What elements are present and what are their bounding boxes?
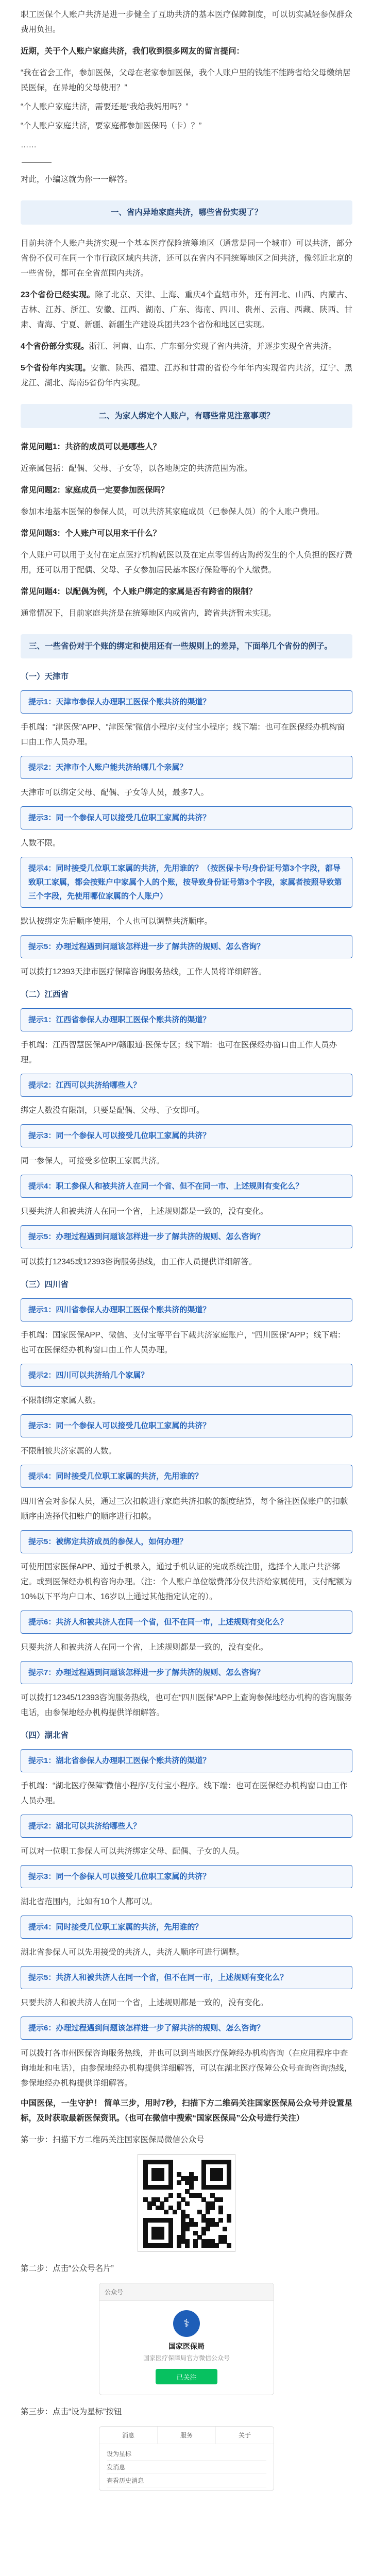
question-quote-1: “我在省会工作，参加医保，父母在老家参加医保，我个人账户里的钱能不能跨省给父母缴纳居民医保，在异地的父母使用？” bbox=[21, 69, 351, 92]
question-quote-2: “个人账户家庭共济，需要还是“我给我妈用吗？” bbox=[21, 103, 189, 111]
s2-q2-text: 家庭成员一定要参加医保吗？ bbox=[65, 486, 169, 495]
s2-q3-lead: 常见问题3： bbox=[21, 529, 65, 538]
s2-q2-lead: 常见问题2： bbox=[21, 486, 65, 495]
jx-tip-2: 提示2：江西可以共济给哪些人？ bbox=[21, 1074, 352, 1097]
hb-answer-1: 手机端：“湖北医疗保障”微信小程序/支付宝小程序。线下端：也可在医保经办机构窗口由工作人员办理。 bbox=[21, 1782, 348, 1805]
qr-module bbox=[193, 2243, 198, 2248]
jx-answer-4: 只要共济人和被共济人在同一个省，上述规则都是一致的，没有变化。 bbox=[21, 1207, 268, 1216]
qr-module bbox=[164, 2197, 168, 2202]
tj-tip-3: 提示3：同一个参保人可以接受几位职工家属的共济？ bbox=[21, 806, 352, 829]
qr-module bbox=[193, 2176, 198, 2181]
wechat-account-card[interactable] bbox=[99, 2283, 274, 2395]
qr-module bbox=[210, 2206, 215, 2210]
tj-answer-4: 默认按绑定先后顺序使用，个人也可以调整共济顺序。 bbox=[21, 917, 213, 926]
qr-module bbox=[185, 2243, 190, 2248]
sc-tip-7: 提示7：办理过程遇到问题该怎样进一步了解共济的规则、怎么咨询？ bbox=[21, 1661, 352, 1684]
s1-p4-text: 安徽、陕西、福建、江苏和甘肃的省份今年年内实现省内共济，辽宁、黑龙江、湖北、海南5省份年内实现。 bbox=[21, 364, 352, 387]
jx-tip-4: 提示4：职工参保人和被共济人在同一个省、但不在同一市、上述规则有变化么？ bbox=[21, 1175, 352, 1198]
hb-tip-5: 提示5：共济人和被共济人在同一个省，但不在同一市，上述规则有变化么？ bbox=[21, 1966, 352, 1989]
wechat-card-header: 公众号 bbox=[99, 2283, 274, 2301]
jiangxi-heading: （二）江西省 bbox=[21, 990, 69, 999]
jx-tip-1: 提示1：江西省参保人办理职工医保个账共济的渠道？ bbox=[21, 1008, 352, 1031]
step-3: 第三步：点击“设为星标”按钮 bbox=[21, 2408, 122, 2416]
wechat-star-card[interactable] bbox=[99, 2426, 274, 2491]
s1-p3-lead: 4个省份部分实现。 bbox=[21, 342, 89, 351]
follow-button[interactable]: 已关注 bbox=[156, 2369, 217, 2384]
s2-a2: 参加本地基本医保的参保人员，可以共济其家庭成员（已参保人员）的个人账户费用。 bbox=[21, 507, 325, 516]
tab-services[interactable]: 服务 bbox=[158, 2427, 216, 2444]
s2-q3 bbox=[21, 526, 352, 541]
s2-q1-text: 共济的成员可以是哪些人？ bbox=[65, 443, 161, 451]
hb-answer-3: 湖北省范围内，比如有10个人都可以。 bbox=[21, 1897, 158, 1906]
question-ellipsis: …… bbox=[21, 141, 37, 149]
account-name: 国家医保局 bbox=[168, 2342, 205, 2350]
recent-lead: 近期，关于个人账户家庭共济，我们收到很多网友的留言提问： bbox=[21, 47, 245, 56]
qr-module bbox=[185, 2227, 190, 2231]
qr-module bbox=[173, 2210, 177, 2214]
qr-module bbox=[164, 2210, 168, 2214]
s1-paragraph-3 bbox=[21, 339, 352, 354]
qr-module bbox=[168, 2185, 173, 2190]
s1-p4-lead: 5个省份年内实现。 bbox=[21, 364, 91, 372]
qr-module bbox=[160, 2176, 164, 2181]
qr-module bbox=[193, 2222, 198, 2227]
tj-tip-4: 提示4：同时接受几位职工家属的共济，先用谁的？（按医保卡号/身份证号第3个字段，都导致职工家属，都会按账户中家属个人的个账，按导致身份证号第3个字段，家属者按照导致第三个字段，先使用哪位家属的个人账户） bbox=[21, 857, 352, 908]
sc-answer-5: 可使用国家医保APP、通过手机录入，通过手机认证的完成系统注册，选择个人账户共济绑定。或到医保经办机构咨询办理。（注：个人账户单位缴费部分仅共济给家属使用，支付配额为10%以下平均户口本、16岁以上通过其他指定认定的）。 bbox=[21, 1563, 352, 1601]
s2-a1: 近亲属包括：配偶、父母、子女等，以各地规定的共济范围为准。 bbox=[21, 464, 252, 473]
qr-module bbox=[223, 2227, 227, 2231]
tianjin-heading: （一）天津市 bbox=[21, 672, 69, 681]
jx-answer-2: 绑定人数没有限制，只要是配偶、父母、子女即可。 bbox=[21, 1106, 205, 1115]
s2-q4 bbox=[21, 584, 352, 599]
hb-answer-5: 只要共济人和被共济人在同一个省，上述规则都是一致的，没有变化。 bbox=[21, 1998, 268, 2007]
jx-tip-5: 提示5：办理过程遇到问题该怎样进一步了解共济的规则、怎么咨询？ bbox=[21, 1225, 352, 1248]
qr-module bbox=[160, 2235, 164, 2240]
question-quote-3: “个人账户家庭共济，要家庭都参加医保吗（卡）？” bbox=[21, 122, 202, 130]
hb-tip-2: 提示2：湖北可以共济给哪些人？ bbox=[21, 1815, 352, 1838]
sc-tip-1: 提示1：四川省参保人办理职工医保个账共济的渠道？ bbox=[21, 1298, 352, 1321]
s1-p2-lead: 23个省份已经实现。 bbox=[21, 291, 95, 299]
qr-module bbox=[206, 2227, 210, 2231]
qr-module bbox=[214, 2222, 219, 2227]
s2-q3-text: 个人账户可以用来干什么？ bbox=[65, 529, 161, 538]
send-message-item[interactable]: 发消息 bbox=[107, 2461, 266, 2474]
s2-q4-text: 以配偶为例，个人账户绑定的家属是否有跨省的限制？ bbox=[65, 587, 257, 596]
qr-module bbox=[185, 2201, 190, 2206]
jx-tip-3: 提示3：同一个参保人可以接受几位职工家属的共济？ bbox=[21, 1124, 352, 1147]
qr-module bbox=[168, 2193, 173, 2198]
hb-tip-6: 提示6：办理过程遇到问题该怎样进一步了解共济的规则、怎么咨询？ bbox=[21, 2016, 352, 2040]
history-item[interactable]: 查看历史消息 bbox=[107, 2474, 266, 2487]
sc-answer-7: 可以拨打12345/12393咨询服务热线，也可在“四川医保”APP上查询参保地经办机构的咨询服务电话，由参保地经办机构提供详细解答。 bbox=[21, 1693, 352, 1717]
s2-a4: 通常情况下，目前家庭共济是在统筹地区内或省内，跨省共济暂未实现。 bbox=[21, 609, 277, 618]
sc-answer-6: 只要共济人和被共济人在同一个省，上述规则都是一致的，没有变化。 bbox=[21, 1643, 268, 1652]
qr-module bbox=[177, 2243, 181, 2248]
sc-answer-4: 四川省会对参保人员，通过三次扣款进行家庭共济扣款的额度结算，每个备注医保账户的扣款顺序由选择代扣账户的顺序进行扣款。 bbox=[21, 1497, 348, 1521]
s1-p3-text: 浙江、河南、山东、广东部分实现了省内共济，并逐步实现全省共济。 bbox=[89, 342, 337, 351]
qr-module bbox=[189, 2185, 194, 2190]
jx-answer-5: 可以拨打12345或12393咨询服务热线，由工作人员提供详细解答。 bbox=[21, 1258, 257, 1266]
recent-close: 对此，小编这就为你一一解答。 bbox=[21, 175, 133, 184]
qr-module bbox=[218, 2176, 223, 2181]
qr-module bbox=[168, 2243, 173, 2248]
s1-p2-text: 除了北京、天津、上海、重庆4个直辖市外，还有河北、山西、内蒙古、吉林、江苏、浙江、安徽、江西、湖南、广东、海南、四川、贵州、云南、西藏、陕西、甘肃、青海、宁夏、新疆、新疆生产建设兵团共23个省份和地区已实现。 bbox=[21, 291, 352, 329]
section-3-title: 三、一些省份对于个账的绑定和使用还有一些规则上的差异，下面举几个省份的例子。 bbox=[21, 634, 352, 658]
hb-tip-4: 提示4：同时接受几位职工家属的共济，先用谁的？ bbox=[21, 1916, 352, 1939]
hb-tip-3: 提示3：同一个参保人可以接受几位职工家属的共济？ bbox=[21, 1865, 352, 1888]
tj-tip-5: 提示5：办理过程遇到问题该怎样进一步了解共济的规则、怎么咨询？ bbox=[21, 935, 352, 958]
qr-module bbox=[206, 2210, 210, 2214]
s2-a3: 个人账户可以用于支付在定点医疗机构就医以及在定点零售药店购药发生的个人负担的医疗费用，还可以用于配偶、父母、子女参加居民基本医疗保险等的个人缴费。 bbox=[21, 551, 352, 574]
s2-q1 bbox=[21, 439, 352, 454]
qr-module bbox=[218, 2197, 223, 2202]
tj-answer-5: 可以拨打12393天津市医疗保障咨询服务热线，工作人员将详细解答。 bbox=[21, 968, 267, 976]
tj-answer-1: 手机端：“津医保”APP、“津医保”微信小程序/支付宝小程序；线下端：也可在医保经办机构窗口由工作人员办理。 bbox=[21, 723, 345, 747]
sc-tip-6: 提示6：共济人和被共济人在同一个省，但不在同一市，上述规则有变化么？ bbox=[21, 1611, 352, 1634]
s2-q4-lead: 常见问题4： bbox=[21, 587, 65, 596]
tj-answer-2: 天津市可以绑定父母、配偶、子女等人员，最多7人。 bbox=[21, 788, 209, 797]
section-2-title: 二、为家人绑定个人账户，有哪些常见注意事项？ bbox=[21, 404, 352, 428]
qr-module bbox=[177, 2180, 181, 2185]
hb-answer-6: 可以拨打各市州医保咨询服务热线，并也可以到当地医疗保障经办机构咨询（在应用程序中查询地址和电话），由参保地经办机构提供详细解答，可以在湖北医疗保障公众号查询咨询热线，参保地经办机构提供详细解答。 bbox=[21, 2049, 352, 2088]
tab-about[interactable]: 关于 bbox=[238, 2432, 251, 2439]
s2-q2 bbox=[21, 483, 352, 498]
step-1: 第一步：扫描下方二维码关注国家医保局微信公众号 bbox=[21, 2136, 205, 2144]
account-logo-icon: ⚕ bbox=[173, 2310, 200, 2337]
qr-module bbox=[147, 2206, 152, 2210]
tj-answer-3: 人数不限。 bbox=[21, 839, 61, 848]
hubei-heading: （四）湖北省 bbox=[21, 1731, 69, 1740]
closing-paragraph: 中国医保，一生守护！ 简单三步，用时7秒，扫描下方二维码关注国家医保局公众号并设置星标，及时获取最新医保资讯。（也可在微信中搜索“国家医保局”公众号进行关注） bbox=[21, 2099, 352, 2123]
set-star-item[interactable]: 设为星标 bbox=[107, 2447, 266, 2461]
jx-answer-3: 同一参保人，可接受多位职工家属共济。 bbox=[21, 1157, 165, 1165]
sc-answer-1: 手机端：国家医保APP、微信、支付宝等平台下载共济家庭账户，“四川医保”APP；线下端：也可在医保经办机构窗口由工作人员办理。 bbox=[21, 1331, 346, 1354]
qr-module bbox=[227, 2218, 231, 2223]
sc-tip-5: 提示5：被绑定共济成员的参保人，如何办理？ bbox=[21, 1530, 352, 1553]
qr-module bbox=[214, 2243, 219, 2248]
sc-tip-4: 提示4：同时接受几位职工家属的共济，先用谁的？ bbox=[21, 1465, 352, 1488]
s1-paragraph-2 bbox=[21, 287, 352, 332]
qr-module bbox=[227, 2243, 231, 2248]
section-1-title: 一、省内异地家庭共济，哪些省份实现了？ bbox=[21, 200, 352, 225]
qr-module bbox=[218, 2218, 223, 2223]
step-2: 第二步：点击“公众号名片” bbox=[21, 2264, 114, 2273]
hb-answer-4: 湖北省参保人可以先用接受的共济人，共济人顺序可进行调整。 bbox=[21, 1948, 245, 1957]
s2-q1-lead: 常见问题1： bbox=[21, 443, 65, 451]
qr-module bbox=[201, 2231, 206, 2235]
divider bbox=[22, 162, 52, 163]
hb-tip-1: 提示1：湖北省参保人办理职工医保个账共济的渠道？ bbox=[21, 1749, 352, 1772]
sc-tip-2: 提示2：四川可以共济给几个家属？ bbox=[21, 1364, 352, 1387]
tj-tip-2: 提示2：天津市个人账户能共济给哪几个亲属？ bbox=[21, 756, 352, 779]
sc-answer-2: 不限制绑定家属人数。 bbox=[21, 1396, 101, 1405]
account-description: 国家医疗保障局官方微信公众号 bbox=[143, 2354, 230, 2362]
intro-paragraph: 职工医保个人账户共济是进一步健全了互助共济的基本医疗保障制度，可以切实减轻参保群众费用负担。 bbox=[21, 10, 352, 34]
sc-answer-3: 不限制被共济家属的人数。 bbox=[21, 1447, 117, 1455]
sc-tip-3: 提示3：同一个参保人可以接受几位职工家属的共济？ bbox=[21, 1414, 352, 1437]
hb-answer-2: 可以对一位职工参保人可以共济绑定父母、配偶、子女的人员。 bbox=[21, 1847, 245, 1856]
s1-paragraph-4 bbox=[21, 361, 352, 391]
qr-code[interactable] bbox=[138, 2154, 235, 2252]
tj-tip-1: 提示1：天津市参保人办理职工医保个账共济的渠道？ bbox=[21, 690, 352, 714]
s1-paragraph-1: 目前共济个人账户共济实现一个基本医疗保险统筹地区（通常是同一个城市）可以共济，部分省份不仅可在同一个市行政区域内共济，还可以在省内不同统筹地区之间共济，像邻近北京的一些省份，都可在全省范围内共济。 bbox=[21, 239, 352, 278]
qr-module bbox=[218, 2210, 223, 2214]
tab-messages[interactable]: 消息 bbox=[99, 2427, 158, 2444]
sichuan-heading: （三）四川省 bbox=[21, 1280, 69, 1289]
qr-module bbox=[227, 2185, 231, 2190]
jx-answer-1: 手机端：江西智慧医保APP/赣服通·医保专区；线下端：也可在医保经办窗口由工作人员办理。 bbox=[21, 1041, 337, 1064]
